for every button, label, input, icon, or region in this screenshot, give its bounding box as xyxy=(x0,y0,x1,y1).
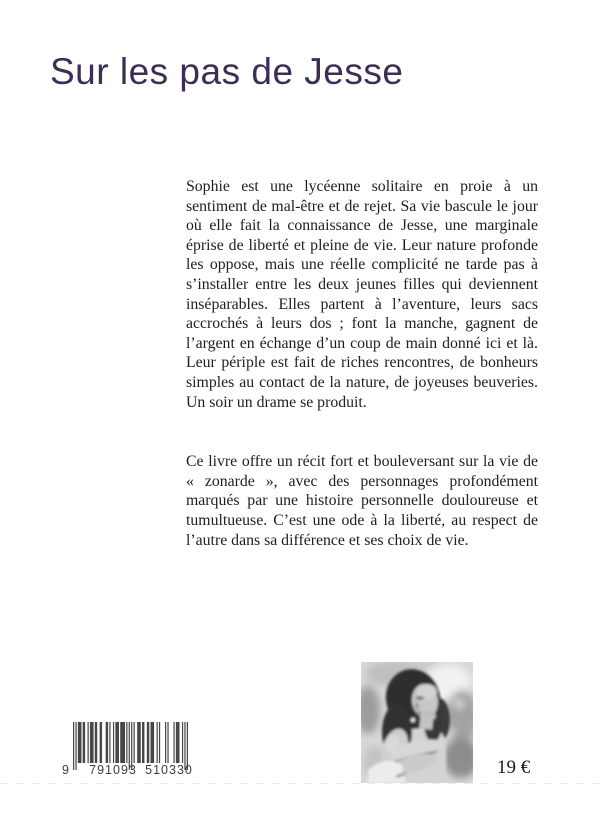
author-photo xyxy=(361,662,473,783)
barcode xyxy=(62,722,193,780)
barcode-digit-prefix: 9 xyxy=(62,763,70,777)
book-title: Sur les pas de Jesse xyxy=(50,51,404,92)
barcode-digit-group2: 510330 xyxy=(145,763,193,777)
synopsis-paragraph-1: Sophie est une lycéenne solitaire en proie à un sentiment de mal-être et de rejet. Sa vie bascule le jour où elle fait la connaissance de Jesse, une marginale éprise de liberté et pleine de vie. Leur nature profonde les oppose, mais une réelle complicité ne tarde pas à s’installer entre les deux jeunes filles qui deviennent inséparables. Elles partent à l’aventure, leurs sacs accrochés à leurs dos ; font la manche, gagnent de l’argent en échange d’un coup de main donné ici et là. Leur périple est fait de riches rencontres, de bonheurs simples au contact de la nature, de joyeuses beuveries. Un soir un drame se produit. xyxy=(186,178,538,411)
synopsis-paragraph-2: Ce livre offre un récit fort et bouleversant sur la vie de « zonarde », avec des personnages profondément marqués par une histoire personnelle douloureuse et tumultueuse. C’est une ode à la liberté, au respect de l’autre dans sa différence et ses choix de vie. xyxy=(186,453,538,549)
synopsis xyxy=(186,177,538,550)
author-photo-illustration xyxy=(361,662,473,783)
fold-line xyxy=(0,783,600,784)
price-label: 19 € xyxy=(497,757,531,778)
barcode-digit-group1: 791093 xyxy=(89,763,137,777)
